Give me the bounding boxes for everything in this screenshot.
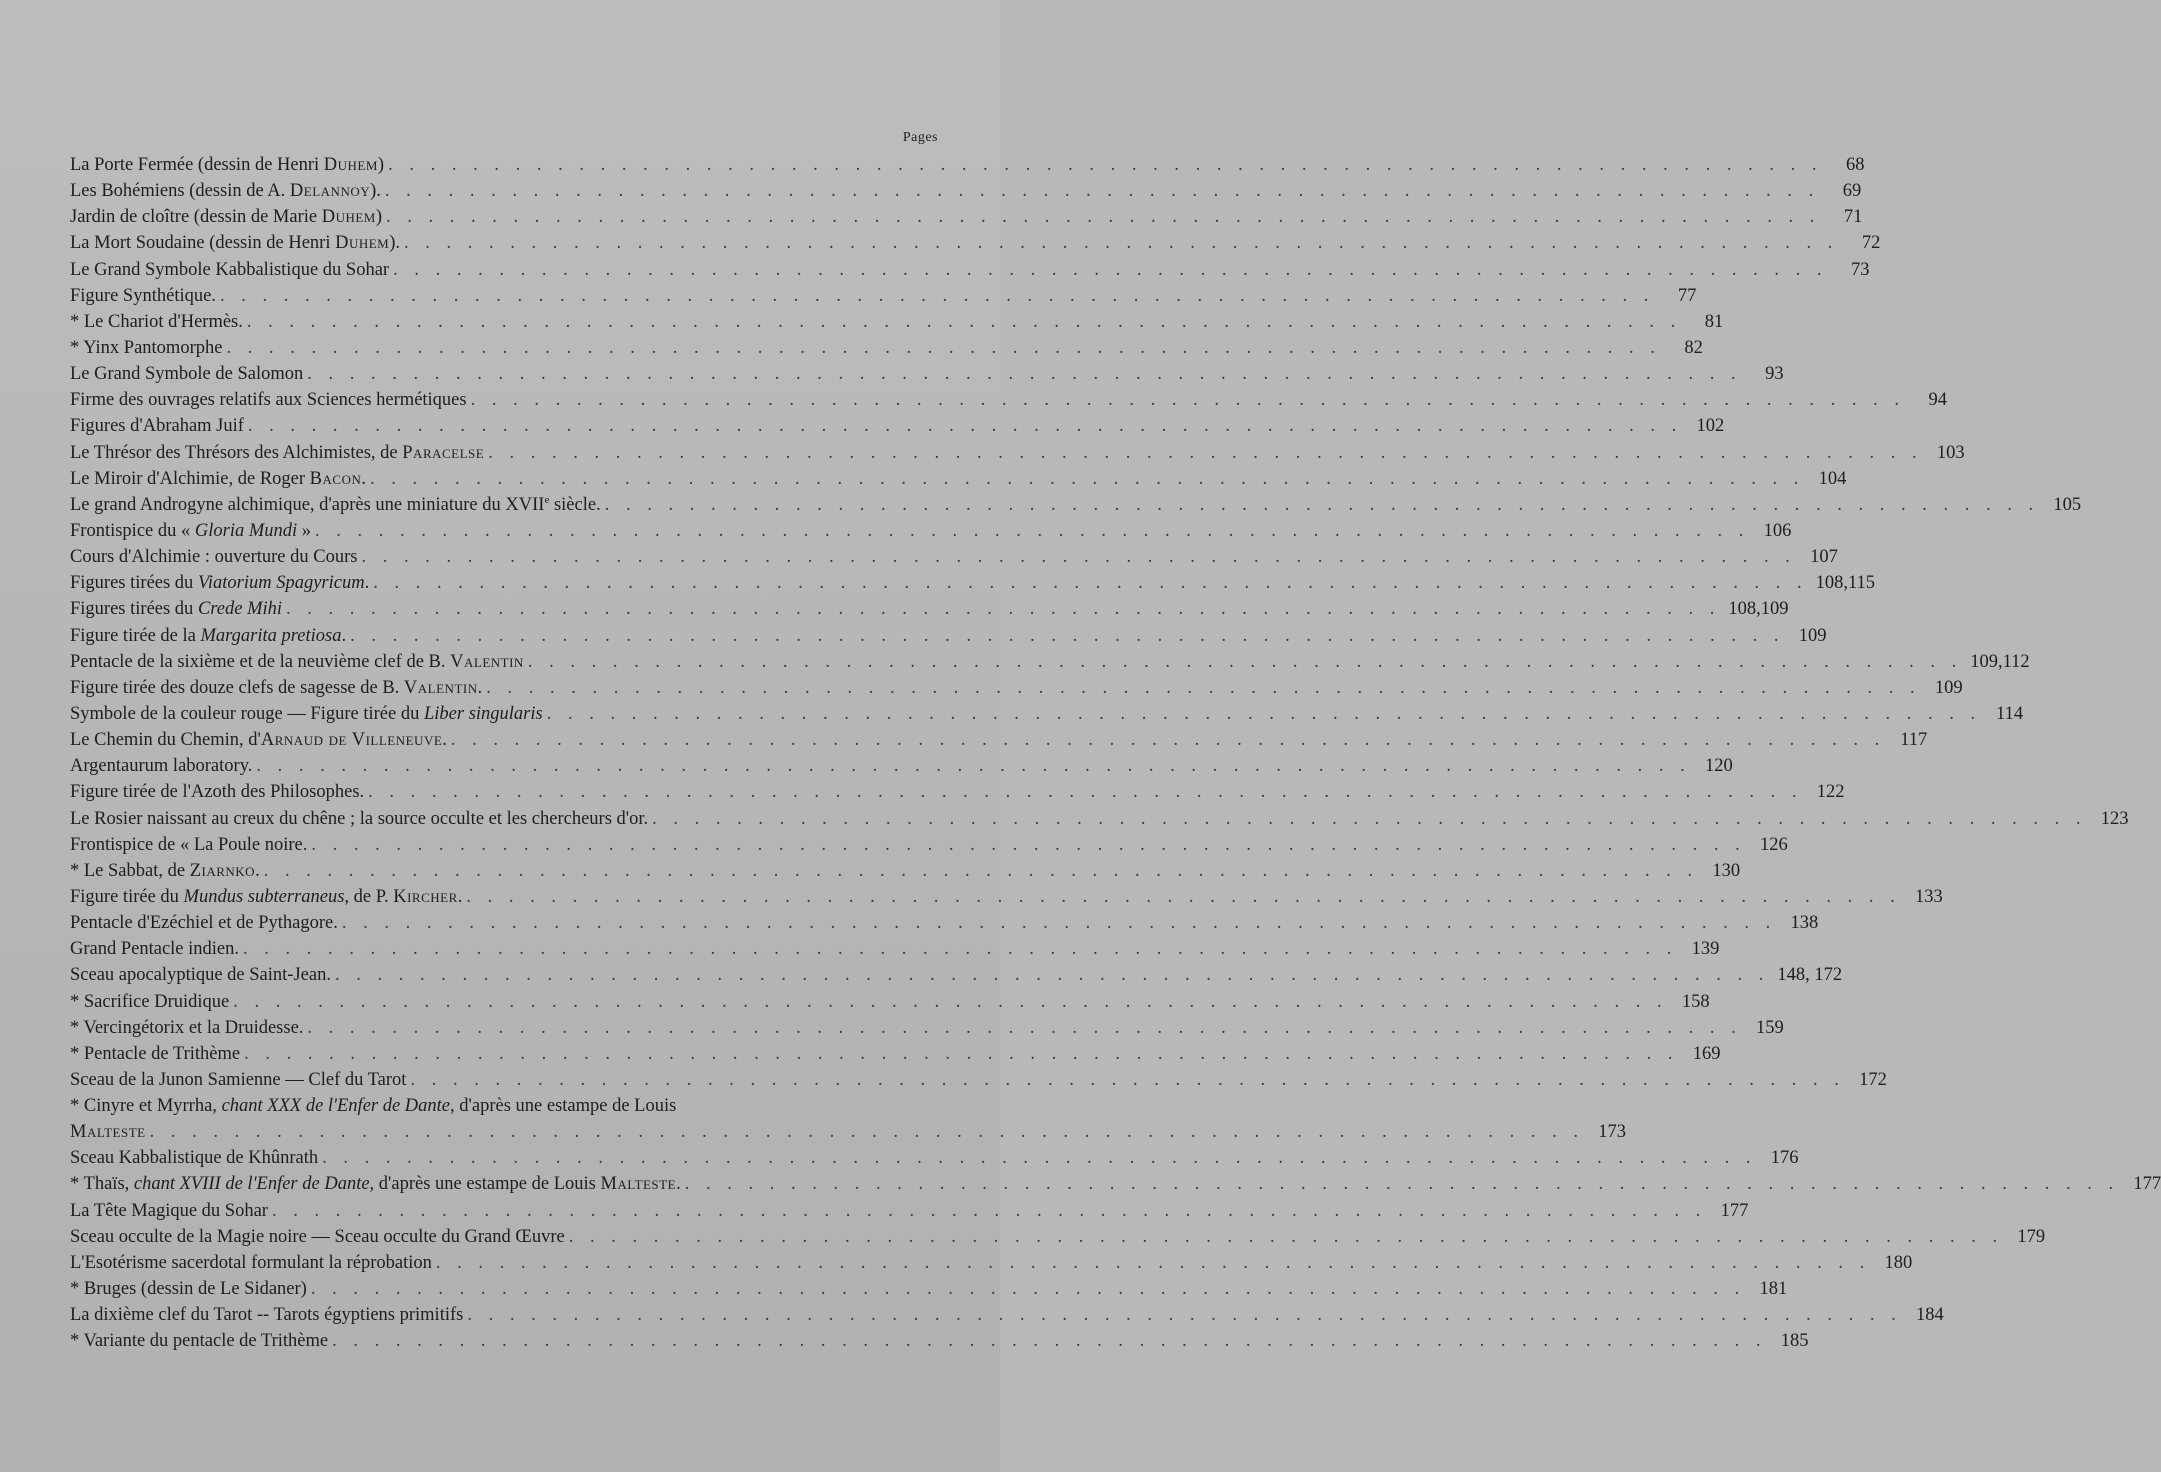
dot-leader [243, 936, 1677, 962]
toc-entry [70, 1171, 2161, 1197]
entry-title-part: Arnaud de Villeneuve [260, 730, 443, 751]
entry-title-part: ) [377, 155, 385, 175]
entry-title [70, 753, 252, 779]
entry-title-part: * Sacrifice Druidique [70, 991, 230, 1012]
entry-title-part: Figure Synthétique. [70, 285, 216, 306]
entry-title-part: La Tête Magique du Sohar [70, 1200, 268, 1221]
dot-leader [311, 832, 1745, 858]
toc-entry [70, 361, 1784, 387]
entry-title [70, 230, 400, 256]
dot-leader [248, 413, 1682, 439]
entry-page-number: 181 [1759, 1279, 1788, 1300]
entry-page-number: 93 [1765, 364, 1784, 385]
toc-entry [70, 910, 1819, 936]
entry-page-number: 82 [1684, 337, 1703, 358]
toc-entry [70, 1276, 1788, 1302]
entry-title [70, 1224, 565, 1250]
entry-title [70, 989, 229, 1015]
entry-page-number: 108,109 [1728, 599, 1789, 620]
dot-leader [272, 1198, 1706, 1224]
entry-title [70, 570, 369, 596]
dot-leader [685, 1171, 2119, 1197]
dot-leader [605, 492, 2039, 518]
dot-leader [393, 257, 1827, 283]
entry-title-part: Duhem [321, 207, 376, 228]
dot-leader [368, 779, 1802, 805]
toc-entry [70, 1067, 1887, 1093]
entry-page-number: 169 [1692, 1043, 1721, 1064]
entry-title [70, 1198, 268, 1224]
dot-leader [569, 1224, 2003, 1250]
dot-leader [256, 753, 1690, 779]
dot-leader [386, 204, 1820, 230]
toc-entry [70, 204, 1863, 230]
entry-page-number: 184 [1915, 1305, 1944, 1326]
entry-page-number: 114 [1996, 703, 2024, 724]
toc-entry [70, 309, 1724, 335]
dot-leader [315, 518, 1749, 544]
toc-entry [70, 701, 2024, 727]
entry-title-part: Firme des ouvrages relatifs aux Sciences hermétiques [70, 390, 467, 411]
entry-page-number: 123 [2100, 808, 2129, 829]
entry-title [70, 1096, 676, 1116]
toc-entry [70, 230, 1881, 256]
dot-leader [233, 989, 1667, 1015]
dot-leader [342, 910, 1776, 936]
toc-entry [70, 570, 1876, 596]
entry-title [70, 1171, 681, 1197]
entry-page-number: 180 [1884, 1252, 1913, 1273]
entry-page-number: 139 [1691, 939, 1720, 960]
entry-title-part: chant XXX de l'Enfer de Dante [221, 1096, 451, 1117]
entry-page-number: 176 [1770, 1148, 1799, 1169]
entry-page-number: 172 [1859, 1069, 1887, 1090]
dot-leader [264, 858, 1698, 884]
entry-title [70, 701, 543, 727]
toc-entry [70, 596, 1789, 622]
entry-title [70, 806, 648, 832]
entry-title-part: Ziarnko [189, 860, 256, 881]
entry-title [70, 204, 382, 230]
dot-leader [311, 1276, 1745, 1302]
toc-entry [70, 675, 1963, 701]
entry-title-part: Pentacle de la sixième et de la neuvième clef de B. [70, 651, 451, 672]
toc-entry [70, 466, 1847, 492]
entry-title-part: Le grand Androgyne alchimique, d'après une miniature du XVII [70, 494, 545, 515]
toc-entry [70, 1015, 1784, 1041]
entry-title-part: * Cinyre et Myrrha, [70, 1096, 222, 1117]
entry-title-part: * Bruges (dessin de Le Sidaner) [70, 1279, 307, 1300]
entry-title-part: Liber singularis [423, 703, 543, 724]
entry-title-part: Sceau apocalyptique de Saint-Jean. [70, 965, 331, 986]
entry-page-number: 185 [1780, 1331, 1809, 1352]
entry-title [70, 727, 447, 753]
entry-title [70, 623, 346, 649]
toc-entry [70, 623, 1827, 649]
entry-title [70, 962, 331, 988]
entry-title-part: ). [389, 233, 401, 254]
dot-leader [528, 649, 1962, 675]
toc-entry [70, 1145, 1799, 1171]
entry-page-number: 102 [1696, 416, 1725, 437]
entry-page-number: 104 [1818, 468, 1847, 489]
dot-leader [220, 283, 1654, 309]
entry-page-number: 109,112 [1970, 651, 2030, 672]
entry-title-part: Le Thrésor des Thrésors des Alchimistes, de [70, 442, 403, 463]
dot-leader [307, 1015, 1741, 1041]
entry-title [70, 1250, 432, 1276]
entry-title-part: . [442, 730, 447, 751]
entry-title-part: Bacon [309, 468, 362, 489]
toc-entry [70, 257, 1870, 283]
entry-title-part: La dixième clef du Tarot -- Tarots égyptiens primitifs [70, 1305, 464, 1326]
entry-title-part: Malteste [70, 1122, 146, 1143]
dot-leader [370, 466, 1804, 492]
entry-title [70, 1276, 307, 1302]
entry-title-part: La Mort Soudaine (dessin de Henri [70, 233, 336, 254]
entry-title [70, 309, 243, 335]
entry-title [70, 858, 260, 884]
entry-title-part: Le Chemin du Chemin, d' [70, 730, 261, 751]
toc-entry [70, 1198, 1749, 1224]
entry-page-number: 148, 172 [1777, 965, 1843, 986]
dot-leader [286, 596, 1720, 622]
entry-title [70, 675, 482, 701]
toc-entry [70, 387, 1947, 413]
entry-title-part: Kircher [393, 886, 458, 907]
dot-leader [244, 1041, 1678, 1067]
entry-page-number: 158 [1681, 991, 1710, 1012]
entry-page-number: 177 [2133, 1174, 2161, 1195]
entry-title-part: Figures tirées du [70, 573, 198, 594]
entry-title-part: Sceau occulte de la Magie noire — Sceau occulte du Grand Œuvre [70, 1226, 565, 1247]
dot-leader [466, 884, 1900, 910]
entry-page-number: 120 [1705, 756, 1733, 777]
entry-title-part: Paracelse [402, 442, 485, 463]
entry-title-part: , d'après une estampe de Louis [369, 1174, 601, 1195]
entry-title-part: , d'après une estampe de Louis [450, 1096, 677, 1117]
entry-page-number: 77 [1677, 285, 1697, 306]
entry-title-part: . [364, 573, 370, 594]
entry-title [70, 413, 244, 439]
entry-title [70, 361, 303, 387]
entry-title-part: siècle. [549, 494, 601, 515]
entry-title-part: Le Rosier naissant au creux du chêne ; la source occulte et les chercheurs d'or. [70, 808, 649, 829]
pages-column-header: Pages [902, 130, 938, 145]
entry-title-part: * Pentacle de Trithème [70, 1043, 241, 1064]
entry-page-number: 159 [1756, 1017, 1784, 1038]
toc-entry [70, 1302, 1944, 1328]
entry-title-part: ) [375, 207, 383, 228]
entry-title-part: Valentin [403, 677, 478, 698]
toc-entry [70, 518, 1792, 544]
dot-leader [467, 1302, 1901, 1328]
toc-entry [70, 727, 1928, 753]
toc-entry [70, 492, 2082, 518]
entry-title-part: * Variante du pentacle de Trithème [70, 1331, 329, 1352]
entry-title-part: Mundus subterraneus [183, 886, 345, 907]
toc-entry [70, 779, 1845, 805]
entry-page-number: 138 [1790, 913, 1819, 934]
dot-leader [385, 178, 1819, 204]
entry-title [70, 1145, 318, 1171]
toc-entry [70, 806, 2129, 832]
entry-title-part: Delannoy [289, 181, 371, 202]
entry-title-part: Figures tirées du [70, 599, 198, 620]
dot-leader [247, 309, 1681, 335]
entry-title-part: * Vercingétorix et la Druidesse. [70, 1017, 304, 1038]
dot-leader [436, 1250, 1870, 1276]
dot-leader [150, 1119, 1584, 1145]
toc-entry [70, 858, 1741, 884]
entry-page-number: 72 [1861, 233, 1881, 254]
dot-leader [226, 335, 1660, 361]
toc-entry [70, 335, 1703, 361]
entry-title-part: Le Grand Symbole Kabbalistique du Sohar [70, 259, 390, 280]
entry-title-part: Duhem [335, 233, 390, 254]
table-of-illustrations [70, 152, 2161, 1354]
toc-entry [70, 753, 1733, 779]
dot-leader [404, 230, 1838, 256]
dot-leader [410, 1067, 1844, 1093]
entry-page-number: 117 [1900, 730, 1928, 751]
toc-entry [70, 936, 1720, 962]
entry-title-part: Figure tirée des douze clefs de sagesse de B. [70, 677, 404, 698]
entry-page-number: 69 [1842, 181, 1862, 202]
entry-title-part: Valentin [450, 651, 524, 672]
entry-page-number: 109 [1934, 677, 1963, 698]
entry-title [70, 779, 364, 805]
entry-title-part: Le Miroir d'Alchimie, de Roger [70, 468, 310, 489]
entry-title [70, 1119, 146, 1145]
entry-title-part: . [457, 886, 463, 907]
toc-entry [70, 283, 1697, 309]
entry-page-number: 68 [1845, 155, 1865, 175]
entry-title-part: L'Esotérisme sacerdotal formulant la réprobation [70, 1252, 432, 1273]
entry-title-part: * Thaïs, [70, 1174, 134, 1195]
entry-title-part: . [477, 677, 483, 698]
dot-leader [388, 152, 1822, 178]
entry-title [70, 544, 357, 570]
entry-title-part: Frontispice du « [70, 520, 195, 541]
toc-entry [70, 1250, 1913, 1276]
entry-title [70, 283, 216, 309]
entry-page-number: 173 [1598, 1122, 1626, 1143]
entry-page-number: 108,115 [1815, 573, 1876, 594]
toc-entry [70, 544, 1838, 570]
dot-leader [350, 623, 1784, 649]
entry-title [70, 1328, 328, 1354]
dot-leader [488, 440, 1922, 466]
entry-title [70, 335, 222, 361]
toc-entry [70, 152, 1865, 178]
entry-title [70, 440, 484, 466]
entry-title [70, 910, 338, 936]
dot-leader [471, 387, 1905, 413]
entry-title-part: . [341, 625, 347, 646]
entry-page-number: 177 [1720, 1200, 1749, 1221]
entry-title-part: La Porte Fermée (dessin de Henri [70, 155, 324, 175]
toc-entry [70, 1224, 2046, 1250]
entry-page-number: 71 [1843, 207, 1863, 228]
entry-title-part: . [255, 860, 260, 881]
entry-title-part: Malteste [600, 1174, 677, 1195]
entry-title [70, 596, 282, 622]
dot-leader [486, 675, 1920, 701]
entry-title [70, 387, 467, 413]
toc-entry [70, 832, 1788, 858]
entry-page-number: 105 [2053, 494, 2082, 515]
entry-title-part: * Le Sabbat, de [70, 860, 190, 881]
dot-leader [361, 544, 1795, 570]
entry-title [70, 1041, 240, 1067]
entry-title [70, 492, 601, 518]
toc-entry [70, 962, 1843, 988]
toc-entry [70, 1328, 1809, 1354]
entry-title [70, 518, 311, 544]
dot-leader [652, 806, 2086, 832]
entry-title-part: Les Bohémiens (dessin de A. [70, 181, 290, 202]
toc-entry [70, 440, 1965, 466]
entry-title-part: Figures d'Abraham Juif [70, 416, 244, 437]
entry-title [70, 884, 462, 910]
entry-page-number: 179 [2017, 1226, 2046, 1247]
entry-title [70, 1015, 303, 1041]
entry-title-part: Le Grand Symbole de Salomon [70, 364, 304, 385]
entry-title-part: » [297, 520, 312, 541]
entry-title-part: Viatorium Spagyricum [197, 573, 365, 594]
entry-page-number: 106 [1763, 520, 1792, 541]
entry-title-part: Figure tirée de la [70, 625, 201, 646]
toc-entry [70, 649, 2030, 675]
toc-entry [70, 989, 1710, 1015]
entry-title [70, 178, 381, 204]
entry-title-part: Duhem [323, 155, 378, 175]
entry-page-number: 81 [1704, 311, 1724, 332]
entry-title [70, 1067, 406, 1093]
entry-title [70, 1302, 463, 1328]
entry-title-part: . [361, 468, 366, 489]
dot-leader [451, 727, 1885, 753]
entry-title-part: Sceau de la Junon Samienne — Clef du Tarot [70, 1069, 407, 1090]
entry-title-part: Margarita pretiosa [200, 625, 342, 646]
toc-entry [70, 178, 1862, 204]
entry-page-number: 126 [1760, 834, 1788, 855]
entry-page-number: 122 [1816, 782, 1845, 803]
dot-leader [322, 1145, 1756, 1171]
entry-title-part: * Yinx Pantomorphe [70, 337, 223, 358]
toc-entry [70, 1119, 1626, 1145]
toc-entry [70, 1041, 1721, 1067]
entry-title-part: chant XVIII de l'Enfer de Dante [133, 1174, 370, 1195]
entry-page-number: 73 [1850, 259, 1870, 280]
entry-title-part: Figure tirée du [70, 886, 184, 907]
entry-page-number: 130 [1712, 860, 1741, 881]
entry-page-number: 109 [1798, 625, 1827, 646]
dot-leader [307, 361, 1741, 387]
entry-title-part: Crede Mihi [197, 599, 283, 620]
entry-title [70, 257, 389, 283]
entry-title-part: Gloria Mundi [194, 520, 298, 541]
entry-page-number: 103 [1936, 442, 1965, 463]
entry-title-part: Cours d'Alchimie : ouverture du Cours [70, 547, 358, 568]
entry-page-number: 107 [1810, 547, 1838, 568]
entry-title [70, 832, 307, 858]
entry-title-part: Figure tirée de l'Azoth des Philosophes. [70, 782, 365, 803]
dot-leader [332, 1328, 1766, 1354]
entry-page-number: 94 [1928, 390, 1947, 411]
entry-title-part: Frontispice de « La Poule noire. [70, 834, 308, 855]
entry-title [70, 649, 524, 675]
entry-page-number: 133 [1915, 886, 1943, 907]
entry-title-part: Jardin de cloître (dessin de Marie [70, 207, 322, 228]
entry-title-part: Symbole de la couleur rouge — Figure tirée du [70, 703, 424, 724]
dot-leader [373, 570, 1807, 596]
entry-title [70, 936, 239, 962]
toc-entry [70, 1093, 936, 1119]
entry-title-part: , de P. [344, 886, 394, 907]
entry-title-part: Grand Pentacle indien. [70, 939, 240, 960]
entry-title-part: * Le Chariot d'Hermès. [70, 311, 243, 332]
entry-title-part: ). [370, 181, 381, 202]
dot-leader [547, 701, 1981, 727]
entry-title-part: . [676, 1174, 681, 1195]
dot-leader [335, 962, 1769, 988]
entry-title-part: Sceau Kabbalistique de Khûnrath [70, 1148, 319, 1169]
toc-entry [70, 884, 1943, 910]
toc-entry [70, 413, 1725, 439]
entry-title [70, 152, 384, 178]
entry-title-part: Pentacle d'Ezéchiel et de Pythagore. [70, 913, 338, 934]
entry-title-part: e [544, 493, 550, 506]
entry-title-part: Argentaurum laboratory. [70, 756, 253, 777]
entry-title [70, 466, 366, 492]
